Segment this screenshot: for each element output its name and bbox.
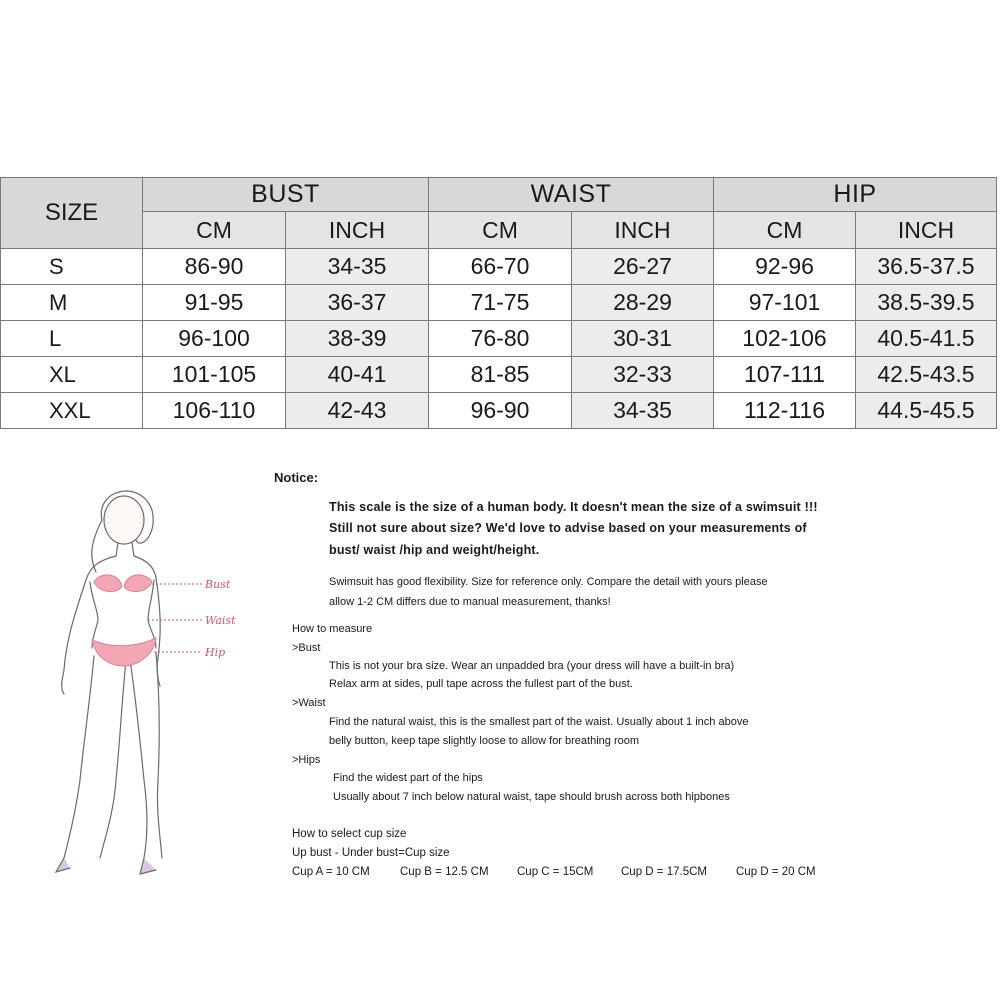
flexibility-text: Swimsuit has good flexibility. Size for reference only. Compare the detail with yours please	[329, 576, 768, 588]
table-cell: 40-41	[286, 357, 429, 393]
size-label: L	[1, 321, 143, 357]
hips-heading: >Hips	[292, 754, 321, 766]
table-cell: 30-31	[572, 321, 714, 357]
cup-size-item: Cup D = 17.5CM	[621, 866, 707, 878]
notice-bold-line: bust/ waist /hip and weight/height.	[329, 543, 540, 557]
unit-header: INCH	[572, 212, 714, 249]
bust-instruction: Relax arm at sides, pull tape across the fullest part of the bust.	[329, 678, 633, 690]
size-label: XXL	[1, 393, 143, 429]
table-cell: 92-96	[714, 249, 856, 285]
table-cell: 106-110	[143, 393, 286, 429]
table-cell: 96-90	[429, 393, 572, 429]
table-cell: 66-70	[429, 249, 572, 285]
cup-size-item: Cup B = 12.5 CM	[400, 866, 489, 878]
size-label: XL	[1, 357, 143, 393]
table-row	[1, 393, 997, 429]
bust-heading: >Bust	[292, 642, 321, 654]
table-cell: 101-105	[143, 357, 286, 393]
table-row	[1, 285, 997, 321]
table-cell: 44.5-45.5	[856, 393, 997, 429]
how-to-measure-heading: How to measure	[292, 623, 373, 635]
table-cell: 38.5-39.5	[856, 285, 997, 321]
body-measurement-illustration	[40, 480, 260, 880]
notice-bold-line: This scale is the size of a human body. It doesn't mean the size of a swimsuit !!!	[329, 500, 818, 514]
table-cell: 42-43	[286, 393, 429, 429]
table-cell: 36-37	[286, 285, 429, 321]
table-row	[1, 321, 997, 357]
cup-size-formula: Up bust - Under bust=Cup size	[292, 847, 450, 859]
table-cell: 97-101	[714, 285, 856, 321]
notice-bold-line: Still not sure about size? We'd love to advise based on your measurements of	[329, 521, 807, 535]
table-cell: 76-80	[429, 321, 572, 357]
table-cell: 28-29	[572, 285, 714, 321]
hip-label: Hip	[205, 646, 226, 659]
unit-header: INCH	[286, 212, 429, 249]
hips-instruction: Usually about 7 inch below natural waist, tape should brush across both hipbones	[333, 791, 730, 803]
size-label: S	[1, 249, 143, 285]
table-cell: 71-75	[429, 285, 572, 321]
table-row	[1, 249, 997, 285]
waist-heading: >Waist	[292, 697, 326, 709]
table-cell: 26-27	[572, 249, 714, 285]
table-cell: 91-95	[143, 285, 286, 321]
notice-title: Notice:	[274, 470, 319, 485]
waist-instruction: Find the natural waist, this is the smallest part of the waist. Usually about 1 inch above	[329, 716, 749, 728]
waist-group-header: WAIST	[429, 178, 714, 212]
bust-label: Bust	[205, 578, 231, 591]
hip-group-header: HIP	[714, 178, 997, 212]
waist-instruction: belly button, keep tape slightly loose to allow for breathing room	[329, 735, 640, 747]
table-row	[1, 357, 997, 393]
table-cell: 96-100	[143, 321, 286, 357]
table-cell: 36.5-37.5	[856, 249, 997, 285]
table-cell: 42.5-43.5	[856, 357, 997, 393]
unit-header: CM	[143, 212, 286, 249]
waist-label: Waist	[205, 614, 236, 627]
table-cell: 112-116	[714, 393, 856, 429]
cup-size-heading: How to select cup size	[292, 828, 407, 840]
table-cell: 34-35	[286, 249, 429, 285]
table-cell: 40.5-41.5	[856, 321, 997, 357]
table-cell: 107-111	[714, 357, 856, 393]
table-cell: 81-85	[429, 357, 572, 393]
unit-header: INCH	[856, 212, 997, 249]
cup-size-item: Cup C = 15CM	[517, 866, 594, 878]
cup-size-item: Cup A = 10 CM	[292, 866, 370, 878]
unit-header: CM	[714, 212, 856, 249]
table-cell: 86-90	[143, 249, 286, 285]
hips-instruction: Find the widest part of the hips	[333, 772, 483, 784]
flexibility-text: allow 1-2 CM differs due to manual measurement, thanks!	[329, 596, 611, 608]
size-chart-table	[0, 177, 997, 429]
bust-group-header: BUST	[143, 178, 429, 212]
size-column-header: SIZE	[1, 178, 143, 249]
table-cell: 32-33	[572, 357, 714, 393]
table-cell: 38-39	[286, 321, 429, 357]
unit-header: CM	[429, 212, 572, 249]
table-cell: 102-106	[714, 321, 856, 357]
table-cell: 34-35	[572, 393, 714, 429]
cup-size-item: Cup D = 20 CM	[736, 866, 816, 878]
size-label: M	[1, 285, 143, 321]
bust-instruction: This is not your bra size. Wear an unpadded bra (your dress will have a built-in bra)	[329, 660, 735, 672]
